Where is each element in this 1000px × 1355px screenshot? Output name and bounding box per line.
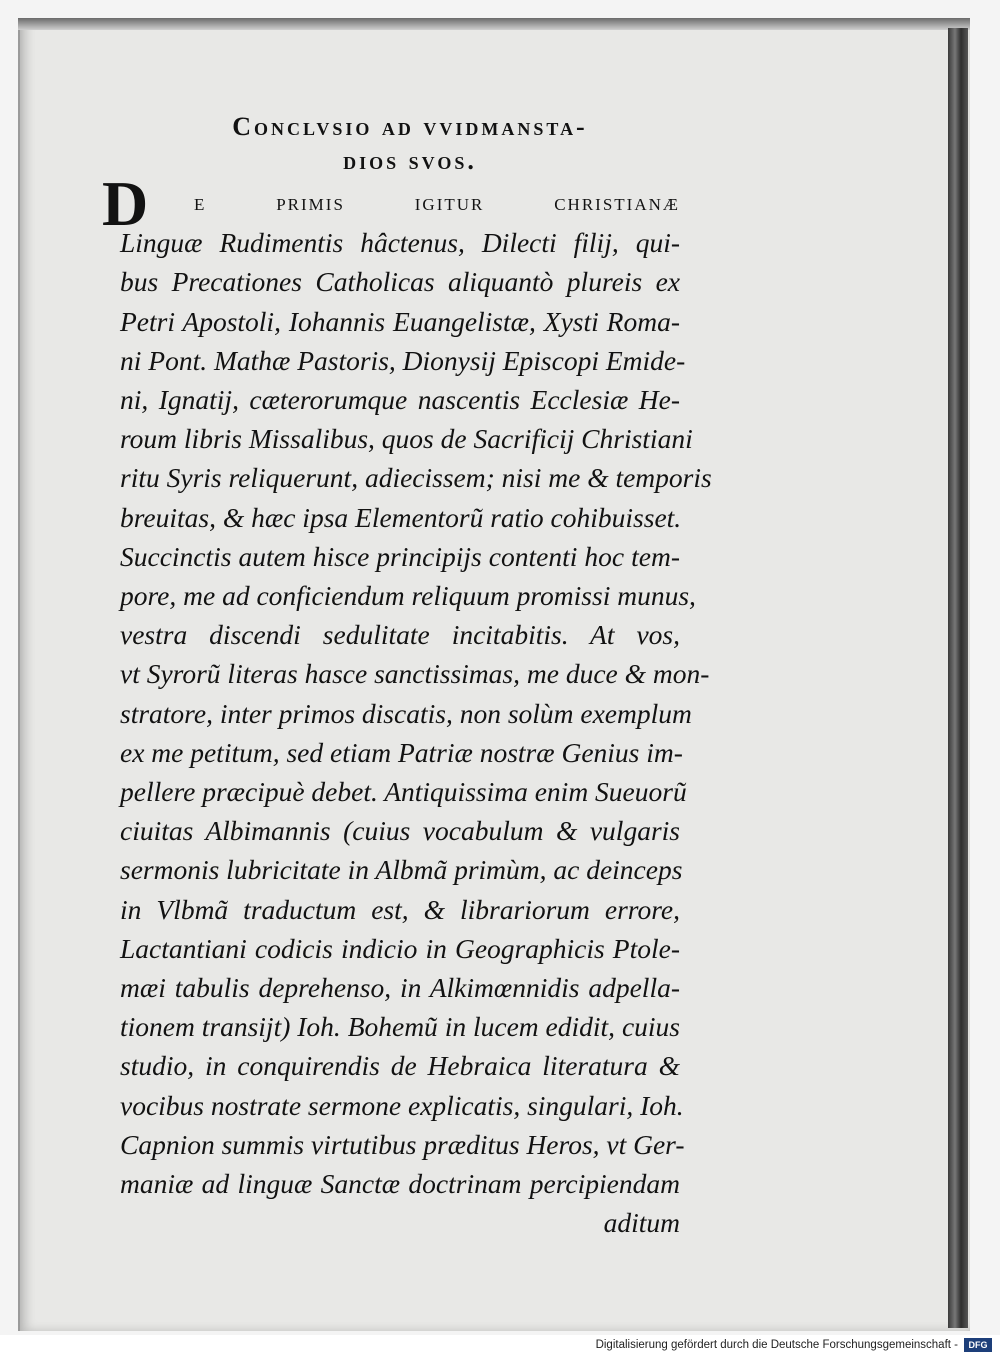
text-line: maniæ ad linguæ Sanctæ doctrinam percipiendam [120,1168,680,1200]
dfg-logo: DFG [964,1338,992,1352]
text-line: breuitas, & hæc ipsa Elementorũ ratio cohibuisset. [120,501,682,533]
page-right-edge [948,28,968,1328]
text-line: ex me petitum, sed etiam Patriæ nostræ Genius im- [120,736,683,768]
text-line: Capnion summis virtutibus præditus Heros, vt Ger- [120,1128,685,1160]
text-line: studio, in conquirendis de Hebraica literatura & [120,1050,680,1082]
footer-credit: Digitalisierung gefördert durch die Deutsche Forschungsgemeinschaft - [595,1339,958,1351]
text-line: vestra discendi sedulitate incitabitis. At vos, [120,619,680,651]
first-line-text: e primis igitur christianæ [194,190,680,216]
text-line: vt Syrorũ literas hasce sanctissimas, me duce & mon- [120,658,710,690]
first-line [102,168,680,239]
drop-cap: D [102,168,151,239]
text-line: pellere præcipuè debet. Antiquissima enim Sueuorũ [120,776,687,808]
text-line: Petri Apostoli, Iohannis Euangelistæ, Xysti Roma- [120,305,680,337]
text-line: in Vlbmã traductum est, & librariorum errore, [120,893,680,925]
text-line: pore, me ad conficiendum reliquum promissi munus, [120,580,696,612]
text-line: ritu Syris reliquerunt, adiecissem; nisi me & temporis [120,462,712,494]
chapter-heading [120,110,680,178]
text-line: Linguæ Rudimentis hâctenus, Dilecti filij, qui- [120,227,680,259]
catchword: aditum [603,1207,680,1239]
heading-line: Conclvsio ad vvidmansta- [232,112,588,141]
page-text-block [102,110,712,1242]
text-line: Succinctis autem hisce principijs contenti hoc tem- [120,540,680,572]
text-line: ni Pont. Mathæ Pastoris, Dionysij Episcopi Emide- [120,344,686,376]
text-line: tionem transijt) Ioh. Bohemũ in lucem edidit, cuius [120,1011,680,1043]
text-line: roum libris Missalibus, quos de Sacrificij Christiani [120,423,693,455]
body-text [102,168,712,1242]
page-top-edge [18,18,970,30]
text-line: mæi tabulis deprehenso, in Alkimœnnidis adpella- [120,972,680,1004]
text-line: vocibus nostrate sermone explicatis, singulari, Ioh. [120,1089,684,1121]
text-line: sermonis lubricitate in Albmã primùm, ac deinceps [120,854,683,886]
text-line: ni, Ignatij, cæterorumque nascentis Ecclesiæ He- [120,384,680,416]
text-line: ciuitas Albimannis (cuius vocabulum & vulgaris [120,815,680,847]
heading-line: dios svos. [343,146,477,175]
text-line: Lactantiani codicis indicio in Geographicis Ptole- [120,932,680,964]
text-line: bus Precationes Catholicas aliquantò plureis ex [120,266,680,298]
text-line: stratore, inter primos discatis, non solùm exemplum [120,697,692,729]
